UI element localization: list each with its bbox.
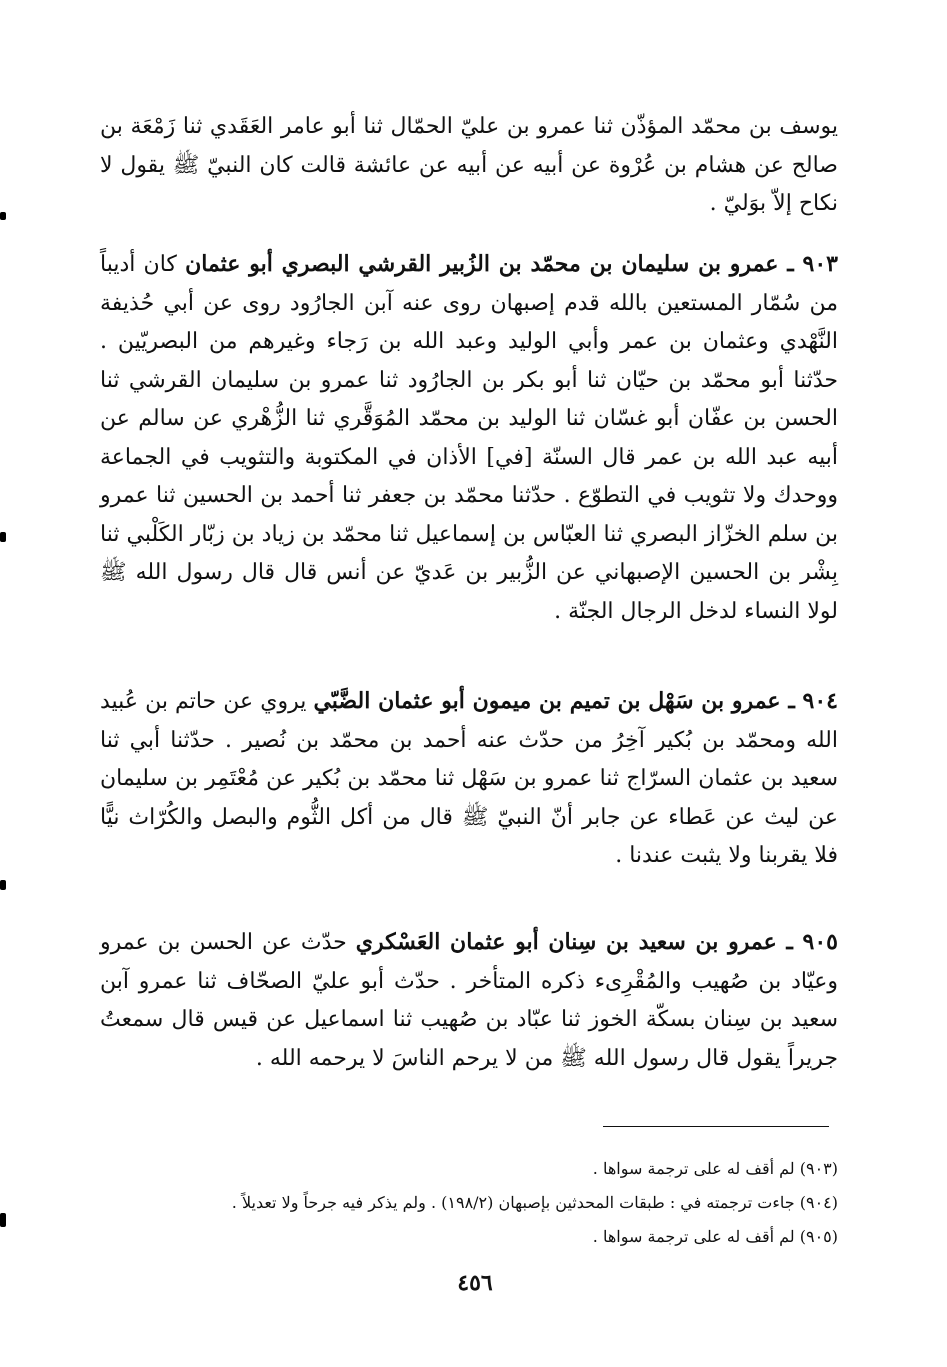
scan-edge-mark [0,212,6,220]
footnotes [100,1152,838,1254]
entry-903-body: كان أديباً من سُمّار المستعين بالله قدم إصبهان روى عنه آبن الجارُود روى عن أبي حُذيفة النَّهْدي وعثمان بن عمر وأبي الوليد وعبد الله بن رَجاء وغيرهم من البصريّين . حدّثنا أبو محمّد بن حيّان ثنا أبو بكر بن الجارُود ثنا عمرو بن سليمان القرشي ثنا الحسن بن عفّان أبو غسّان ثنا الوليد بن محمّد المُوَقَّري ثنا الزُّهْري عن سالم عن أبيه عبد الله بن عمر قال السنّة [في] الأذان في المكتوبة والتثويب في الجماعة ووحدك ولا تثويب في التطوّع . حدّثنا محمّد بن جعفر ثنا أحمد بن الحسين ثنا عمرو بن سلم الخزّاز البصري ثنا العبّاس بن إسماعيل ثنا محمّد بن زياد بن زبّار الكَلْبي ثنا بِشْر بن الحسين الإصبهاني عن الزُّبير بن عَديّ عن أنس قال قال رسول الله ﷺ لولا النساء لدخل الرجال الجنّة . [100,252,838,624]
footnote-divider [603,1126,829,1127]
continuation-paragraph [100,108,838,224]
entry-905 [100,923,838,1078]
entry-905-heading: ٩٠٥ ـ عمرو بن سعيد بن سِنان أبو عثمان العَسْكري [355,929,838,955]
page-number: ٤٥٦ [457,1270,493,1296]
entry-903-heading: ٩٠٣ ـ عمرو بن سليمان بن محمّد بن الزُبير القرشي البصري أبو عثمان [185,251,838,277]
entry-904 [100,682,838,876]
entry-903 [100,245,838,631]
footnote-903: (٩٠٣) لم أقف له على ترجمة سواها . [592,1159,838,1178]
entry-904-body: يروي عن حاتم بن عُبيد الله ومحمّد بن بُكير آخِرُ من حدّث عنه أحمد بن محمّد بن نُصير . حدّثنا أبي ثنا سعيد بن عثمان السرّاج ثنا عمرو بن سَهْل ثنا محمّد بن بُكير عن مُعْتَمِر بن سليمان عن ليث عن عَطاء عن جابر أنّ النبيّ ﷺ قال من أكل الثُّوم والبصل والكُرّاث نيًّا فلا يقربنا ولا يثبت عندنا . [100,689,838,868]
scan-edge-mark [0,532,6,542]
footnote-905: (٩٠٥) لم أقف له على ترجمة سواها . [592,1227,838,1246]
footnote-904: (٩٠٤) جاءت ترجمته في : طبقات المحدثين بإصبهان (١٩٨/٢) . ولم يذكر فيه جرحاً ولا تعديلاً . [231,1193,838,1212]
scan-edge-mark [0,1213,6,1227]
continuation-text: يوسف بن محمّد المؤذّن ثنا عمرو بن عليّ الحمّال ثنا أبو عامر العَقَدي ثنا زَمْعَة بن صالح عن هشام بن عُرْوة عن أبيه عن أبيه عن عائشة قالت كان النبيّ ﷺ يقول لا نكاح إلاّ بوَليّ . [100,114,838,216]
entry-905-body: حدّث عن الحسن بن عمرو وعيّاد بن صُهيب والمُقْرِىء ذكره المتأخر . حدّث أبو عليّ الصحّاف ثنا عمرو آبن سعيد بن سِنان بسكّة الخوز ثنا عبّاد بن صُهيب ثنا اسماعيل عن قيس قال سمعتُ جريراً يقول قال رسول الله ﷺ من لا يرحم الناسَ لا يرحمه الله . [100,930,838,1071]
scan-edge-mark [0,880,6,890]
entry-904-heading: ٩٠٤ ـ عمرو بن سَهْل بن تميم بن ميمون أبو عثمان الضَّبّي [313,688,838,714]
